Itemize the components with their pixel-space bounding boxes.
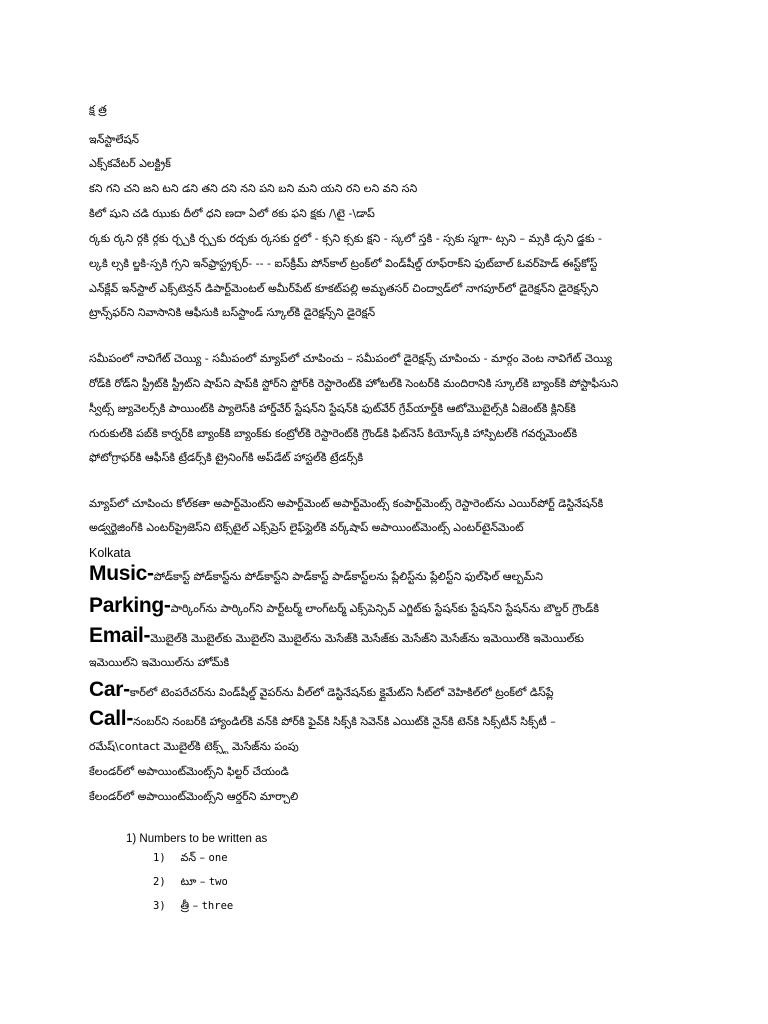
numbered-heading: 1) Numbers to be written as bbox=[126, 833, 268, 845]
list-item-number: 2) bbox=[153, 876, 166, 888]
line-6: ర్కకు ర్కని ర్గకి ర్గకు ర్చ్చకి ర్చ్చకు రద్చకు ర్కసకు ర్దలో - క్సని క్సకు క్షని - స్కలో స్తకి - స్సకు స్మగా- ట్సని – మ్సకి డ్సని డ్జకు - bbox=[89, 232, 602, 245]
car-row bbox=[89, 678, 679, 702]
parking-row bbox=[89, 594, 679, 618]
music-heading: Music- bbox=[89, 562, 154, 585]
list-item-english: one bbox=[208, 852, 228, 864]
line-12: స్వీట్స్ జ్యువెలర్స్‌కి పాయింట్‌కి ప్యాలెస్‌కి హార్డ్‌వేర్ స్టేషన్‌ని స్టేషన్‌కి ఫుట్‌వేర్ గ్రేవ్‌యార్డ్‌కి ఆటోమొబైల్స్‌కి ఏజెంట్‌కి క్లినిక్‌కి bbox=[89, 402, 576, 415]
music-text: పోడ్‌కాస్ట్ పోడ్‌కాస్ట్‌ను పోడ్‌కాస్ట్‌ని పాడ్‌కాస్ట్ పాడ్‌కాస్ట్‌లను ప్లేలిస్ట్‌ను ప్లేలిస్ట్‌ని ఫుల్‌ఫిల్ ఆల్బమ్‌ని bbox=[153, 570, 543, 583]
list-item-telugu: టూ – bbox=[180, 875, 206, 888]
line-2: ఇన్‌స్టాలేషన్ bbox=[89, 133, 140, 146]
line-13: గురుకుల్‌కి పబ్‌కి కార్నర్‌కి బ్యాంక్‌కి బ్యాంక్‌కు కంట్రోల్‌కి రెస్టారెంట్‌కి గ్రౌండ్‌కి ఫిట్‌నెస్ కియోస్క్‌కి హాస్పిటల్‌కి గవర్నమెంట్‌కి bbox=[89, 427, 578, 440]
list-item-english: three bbox=[201, 900, 234, 912]
call-continuation: రమేష్\contact మొబైల్‌కి టెక్స్ట్ మెసేజ్‌ను పంపు bbox=[89, 740, 299, 753]
email-heading: Email- bbox=[89, 624, 151, 647]
email-continuation: ఇమెయిల్‌ని ఇమెయిల్‌ను హోమ్‌కి bbox=[89, 656, 230, 669]
car-text: కార్‌లో టెంపరేచర్‌ను విండ్‌షీల్డ్ వైపర్‌ను వీల్‌లో డెస్టినేషన్‌కు క్లైమేట్‌ని సీట్‌లో వెహికిల్‌లో ట్రంక్‌లో డిస్‌ప్లే bbox=[129, 686, 554, 699]
list-item bbox=[153, 875, 228, 891]
parking-heading: Parking- bbox=[89, 594, 171, 617]
line-15: మ్యాప్‌లో చూపించు కోల్‌కతా అపార్ట్‌మెంట్‌ని అపార్ట్‌మెంట్ అపార్ట్‌మెంట్స్ కంపార్ట్‌మెంట్స్ రెస్టారెంట్‌ను ఎయిర్‌పోర్ట్ డెస్టినేషన్‌కి bbox=[89, 497, 604, 510]
line-9: ట్రాన్స్‌ఫర్‌ని నివాసానికి ఆఫీసుకి బస్‌స్టాండ్ స్కూల్‌కి డైరెక్షన్స్‌ని డైరెక్షన్ bbox=[89, 306, 376, 319]
email-row bbox=[89, 624, 679, 648]
parking-text: పార్కింగ్‌ను పార్కింగ్‌ని పార్ట్‌టర్మ్ లాంగ్‌టర్మ్ ఎక్స్‌పెన్సివ్ ఎగ్జిట్‌కు స్టేషన్‌కు స్టేషన్‌ని స్టేషన్‌ను బౌల్డర్ గ్రౌండ్‌కి bbox=[170, 602, 599, 615]
line-14: ఫోటోగ్రాఫర్‌కి ఆఫీస్‌కి ట్రేడర్స్‌కి ట్రైనింగ్‌కి అప్‌డేట్ హాస్టల్‌కి ట్రేడర్స్‌కి bbox=[89, 451, 364, 464]
line-3: ఎక్స్‌కవేటర్ ఎలక్ట్రిక్ bbox=[89, 157, 171, 170]
line-10: సమీపంలో నావిగేట్ చెయ్యి - సమీపంలో మ్యాప్‌లో చూపించు – సమీపంలో డైరెక్షన్స్ చూపించు - మార్గం వెంట నావిగేట్ చెయ్యి bbox=[89, 352, 613, 365]
line-1: క్ష త్ర bbox=[89, 103, 107, 116]
call-text: నంబర్‌ని నంబర్‌కి హ్యాండిల్‌కి వన్‌కి పోర్‌కి ఫైవ్‌కి సిక్స్‌కి సెవెన్‌కి ఎయిట్‌కి నైన్‌కి టెన్‌కి సిక్స్‌టీన్ సిక్స్‌టీ – bbox=[133, 715, 556, 728]
call-heading: Call- bbox=[89, 707, 134, 730]
kolkata-label: Kolkata bbox=[89, 546, 131, 560]
line-16: అడ్వర్టైజింగ్‌కి ఎంటర్‌ప్రైజెస్‌ని టెక్స్‌టైల్ ఎక్స్‌ప్రెస్ లైఫ్‌స్టైల్‌కి వర్క్‌షాప్ అపాయింట్‌మెంట్స్ ఎంటర్‌టైన్‌మెంట్ bbox=[89, 521, 524, 534]
list-item bbox=[153, 899, 233, 915]
line-11: రోడ్‌కి రోడ్‌ని స్ట్రీట్‌కి స్ట్రీట్‌ని షాప్‌ని షాప్‌కి స్టోర్‌ని స్టోర్‌కి రెస్టారెంట్‌కి హోటల్‌కి సెంటర్‌కి మందిరానికి స్కూల్‌కి బ్యాంక్‌కి పోస్టాఫీసుని bbox=[89, 377, 619, 390]
list-item-telugu: వన్ – bbox=[180, 851, 206, 864]
list-item-telugu: త్రీ – bbox=[180, 899, 199, 912]
line-7: ల్కకి ల్సకి ల్జకి-స్పకి గ్సని ఇన్‌ఫ్రాస్ట్రక్చర్- -- - ఐస్‌క్రీమ్ పోన్‌కాల్ ట్రంక్‌లో విండ్‌షీల్డ్ రూఫ్‌రాక్‌ని ఫుట్‌బాల్ ఓవర్‌హెడ్ ఈస్ట్‌కోస్ట్ bbox=[89, 257, 598, 270]
music-row bbox=[89, 562, 679, 586]
calendar-line-2: కేలండర్‌లో అపాయింట్‌మెంట్స్‌ని ఆర్డర్‌ని మార్చాలి bbox=[89, 790, 299, 803]
line-4: కని గని చని జని టని డని తని దని నని పని బని మని యని రని లని వని సని bbox=[89, 182, 418, 195]
list-item-number: 3) bbox=[153, 900, 166, 912]
line-5: కిలో షుని చడి ఝుకు దీలో ధని ణదా ఏలో ఠకు ఫని క్షకు /\టై -\డాప్ bbox=[89, 207, 375, 220]
list-item-number: 1) bbox=[153, 852, 166, 864]
list-item-english: two bbox=[208, 876, 228, 888]
email-text: మొబైల్‌కి మొబైల్‌కు మొబైల్‌ని మొబైల్‌ను మెసేజ్‌కి మెసేజ్‌కు మెసేజ్‌ని మెసేజ్‌ను ఇమెయిల్‌కి ఇమెయిల్‌కు bbox=[150, 632, 584, 645]
car-heading: Car- bbox=[89, 678, 130, 701]
calendar-line-1: కేలండర్‌లో అపాయింట్‌మెంట్స్‌ని ఫిల్టర్ చేయండి bbox=[89, 765, 289, 778]
call-row bbox=[89, 707, 679, 731]
line-8: ఎన్‌క్లేవ్ ఇన్‌స్టాల్ ఎక్స్‌టెన్షన్ డిపార్ట్‌మెంటల్ అమీర్‌పేట్ కూకట్‌పల్లి అమృతసర్ చింద్వాడ్‌లో నాగపూర్‌లో డైరెక్షన్‌ని డైరెక్షన్స్‌ని bbox=[89, 282, 599, 295]
list-item bbox=[153, 851, 228, 867]
